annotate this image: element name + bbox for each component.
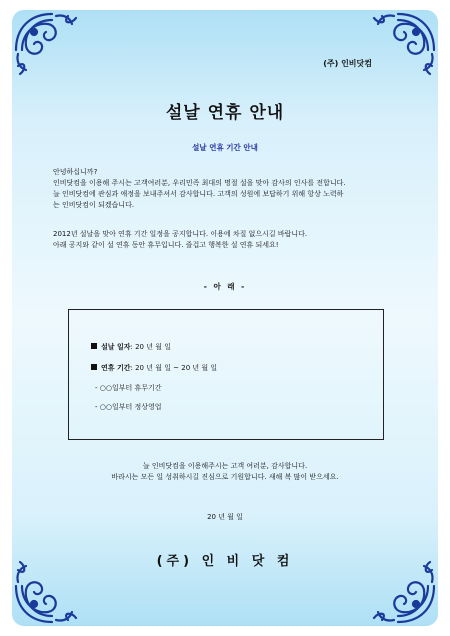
corner-ornament-icon bbox=[366, 10, 438, 82]
paragraph-line: 바라시는 모든 일 성취하시길 진심으로 기원합니다. 새해 복 많이 받으세요. bbox=[111, 473, 339, 481]
holiday-date-label: 설날 일자 bbox=[101, 343, 131, 351]
intro-paragraph bbox=[53, 167, 398, 211]
reopen-item: - ○○일부터 정상영업 bbox=[95, 403, 162, 411]
header-company-name: (주) 인비닷컴 bbox=[323, 59, 372, 68]
footer-company-name: (주) 인 비 닷 컴 bbox=[156, 554, 294, 569]
notice-heading: - 아 래 - bbox=[203, 282, 247, 291]
closure-start-item: - ○○일부터 휴무기간 bbox=[95, 384, 162, 392]
notice-paragraph bbox=[53, 229, 398, 251]
holiday-period-row bbox=[91, 363, 217, 373]
paragraph-line: 늘 인비닷컴에 관심과 애정을 보내주셔서 감사합니다. 고객의 성원에 보답하기 위해 항상 노력하 bbox=[53, 190, 344, 198]
bullet-square-icon bbox=[91, 343, 97, 349]
paragraph-line: 아래 공지와 같이 설 연휴 동안 휴무입니다. 즐겁고 행복한 설 연휴 되세요! bbox=[53, 241, 279, 249]
document-page bbox=[12, 10, 438, 626]
paragraph-line: 2012년 설날을 맞아 연휴 기간 일정을 공지합니다. 이용에 차질 없으시길 바랍니다. bbox=[53, 230, 308, 238]
paragraph-line: 늘 인비닷컴을 이용해주시는 고객 여러분, 감사합니다. bbox=[142, 462, 308, 470]
page-title: 설날 연휴 안내 bbox=[165, 103, 285, 123]
page-subtitle: 설날 연휴 기간 안내 bbox=[192, 143, 258, 152]
holiday-period-label: 연휴 기간 bbox=[101, 364, 131, 372]
paragraph-line: 인비닷컴을 이용해 주시는 고객여러분, 우리민족 최대의 명절 설을 맞아 감사의 인사를 전합니다. bbox=[53, 179, 346, 187]
holiday-date-row bbox=[91, 342, 171, 352]
closing-paragraph bbox=[12, 461, 438, 483]
bullet-square-icon bbox=[91, 364, 97, 370]
corner-ornament-icon bbox=[12, 10, 84, 82]
holiday-period-value: : 20 년 월 일 ~ 20 년 월 일 bbox=[130, 364, 218, 372]
document-date: 20 년 월 일 bbox=[207, 513, 243, 521]
paragraph-line: 안녕하십니까? bbox=[53, 168, 98, 176]
holiday-date-value: : 20 년 월 일 bbox=[130, 343, 171, 351]
paragraph-line: 는 인비닷컴이 되겠습니다. bbox=[53, 201, 135, 209]
details-box bbox=[68, 309, 384, 440]
